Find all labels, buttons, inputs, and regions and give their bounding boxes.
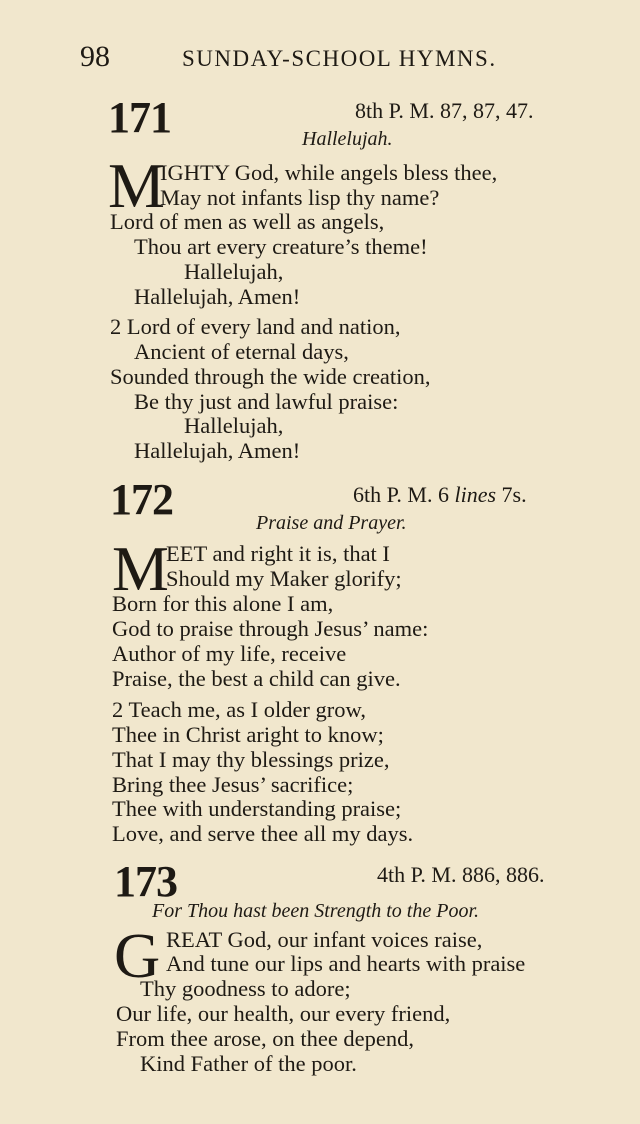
verse-line: Thee with understanding praise; bbox=[112, 796, 402, 821]
meter-prefix: 6th P. M. 6 bbox=[353, 482, 449, 507]
page-number: 98 bbox=[80, 40, 110, 73]
verse-line: 2 Teach me, as I older grow, bbox=[112, 697, 366, 722]
hymn-title: Hallelujah. bbox=[302, 128, 393, 150]
verse-line: EET and right it is, that I bbox=[166, 541, 390, 566]
hymn-number: 173 bbox=[114, 857, 177, 906]
verse-line: Praise, the best a child can give. bbox=[112, 666, 401, 691]
verse-line: Thou art every creature’s theme! bbox=[134, 234, 428, 259]
verse-line: Hallelujah, bbox=[184, 413, 284, 438]
meter-suffix: 7s. bbox=[501, 482, 527, 507]
verse-line: Bring thee Jesus’ sacrifice; bbox=[112, 772, 354, 797]
running-head: SUNDAY-SCHOOL HYMNS. bbox=[182, 46, 497, 71]
verse-line: And tune our lips and hearts with praise bbox=[166, 951, 526, 976]
verse-line: May not infants lisp thy name? bbox=[160, 185, 440, 210]
verse-line: Kind Father of the poor. bbox=[140, 1051, 357, 1076]
verse-line: Our life, our health, our every friend, bbox=[116, 1001, 451, 1026]
verse-line: Born for this alone I am, bbox=[112, 591, 334, 616]
drop-cap: M bbox=[112, 533, 169, 604]
hymn-number: 172 bbox=[110, 475, 173, 524]
verse-line: That I may thy blessings prize, bbox=[112, 747, 390, 772]
verse-line: God to praise through Jesus’ name: bbox=[112, 616, 429, 641]
verse-line: 2 Lord of every land and nation, bbox=[110, 314, 401, 339]
hymn-number: 171 bbox=[108, 93, 171, 142]
hymn-meter: 8th P. M. 87, 87, 47. bbox=[355, 98, 534, 123]
verse-line: Be thy just and lawful praise: bbox=[134, 389, 399, 414]
verse-line: Sounded through the wide creation, bbox=[110, 364, 431, 389]
hymn-meter: 4th P. M. 886, 886. bbox=[377, 862, 545, 887]
verse-line: Ancient of eternal days, bbox=[134, 339, 349, 364]
verse-line: From thee arose, on thee depend, bbox=[116, 1026, 415, 1051]
verse-line: Lord of men as well as angels, bbox=[110, 209, 385, 234]
verse-line: Hallelujah, Amen! bbox=[134, 284, 301, 309]
drop-cap: G bbox=[114, 920, 161, 991]
drop-cap: M bbox=[108, 150, 165, 221]
hymn-meter bbox=[353, 482, 527, 508]
verse-line: IGHTY God, while angels bless thee, bbox=[160, 160, 498, 185]
verse-line: Should my Maker glorify; bbox=[166, 566, 402, 591]
hymn-title: For Thou hast been Strength to the Poor. bbox=[152, 900, 480, 922]
page-header bbox=[80, 40, 600, 80]
verse-line: Love, and serve thee all my days. bbox=[112, 821, 414, 846]
verse-line: Hallelujah, bbox=[184, 259, 284, 284]
verse-line: Author of my life, receive bbox=[112, 641, 347, 666]
verse-line: REAT God, our infant voices raise, bbox=[166, 927, 483, 952]
verse-line: Hallelujah, Amen! bbox=[134, 438, 301, 463]
verse-line: Thy goodness to adore; bbox=[140, 976, 351, 1001]
meter-italic: lines bbox=[454, 482, 497, 507]
verse-line: Thee in Christ aright to know; bbox=[112, 722, 384, 747]
hymn-title: Praise and Prayer. bbox=[256, 512, 407, 534]
